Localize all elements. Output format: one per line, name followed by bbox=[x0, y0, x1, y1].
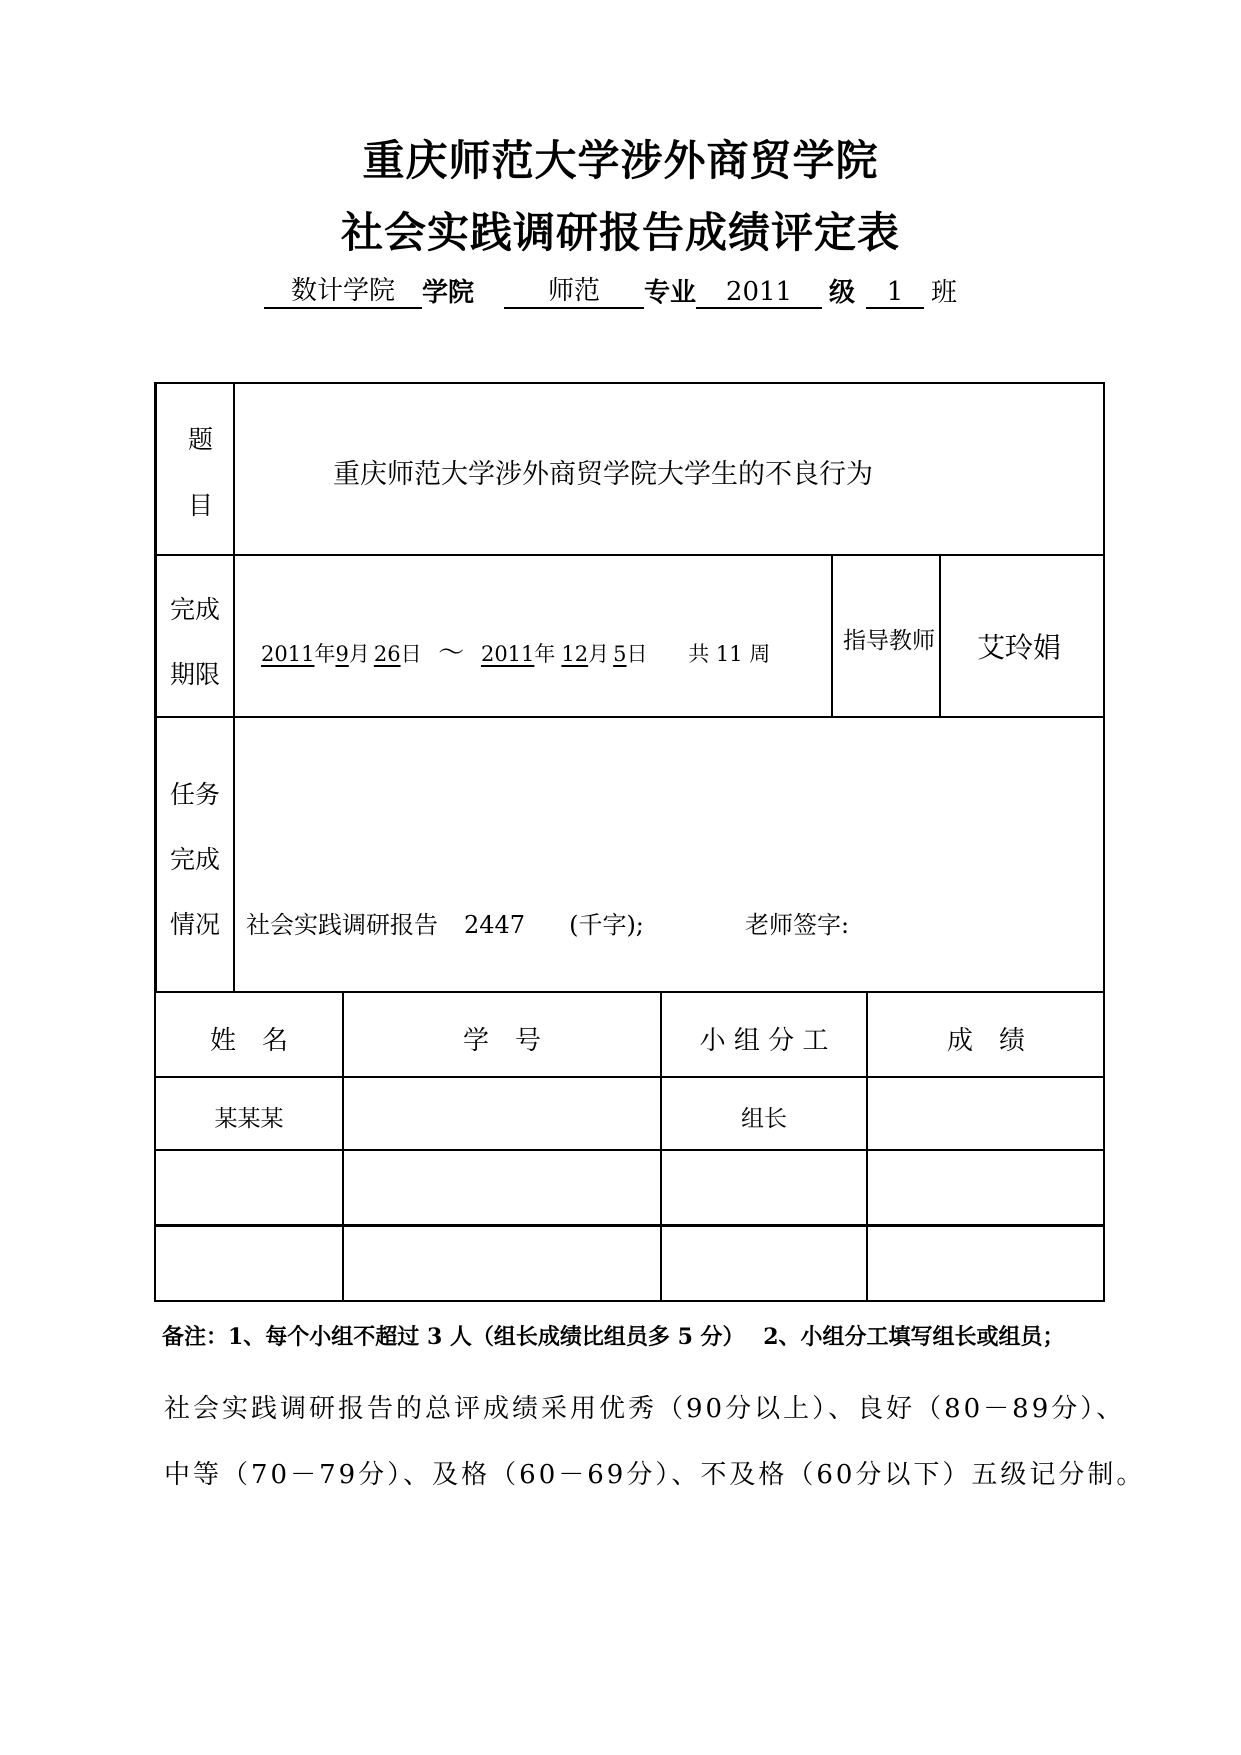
start-year: 2011 bbox=[261, 642, 315, 666]
day-char: 日 bbox=[400, 642, 422, 666]
major-label: 专业 bbox=[644, 278, 697, 308]
row-divider-2 bbox=[154, 716, 1105, 718]
class-info-line bbox=[264, 270, 964, 308]
label-column-divider bbox=[233, 382, 235, 993]
header-score: 成 绩 bbox=[946, 1026, 1025, 1056]
task-unit: (千字); bbox=[569, 911, 644, 939]
period-label-1: 完成 bbox=[170, 595, 221, 624]
class-value: 1 bbox=[866, 277, 924, 309]
notes-line-1: 备注：1、每个小组不超过 3 人（组长成绩比组员多 5 分） 2、小组分工填写组长或组员； bbox=[162, 1324, 1065, 1350]
header-name: 姓 名 bbox=[209, 1026, 288, 1056]
start-month: 9 bbox=[335, 642, 349, 666]
end-month: 12 bbox=[561, 642, 589, 666]
major-value: 师范 bbox=[504, 270, 644, 309]
grade-value: 2011 bbox=[696, 277, 822, 309]
year-char: 年 bbox=[534, 642, 556, 666]
task-summary bbox=[246, 905, 644, 940]
advisor-divider-2 bbox=[939, 554, 941, 717]
start-day: 26 bbox=[373, 642, 401, 666]
day-char: 日 bbox=[626, 642, 648, 666]
topic-value: 重庆师范大学涉外商贸学院大学生的不良行为 bbox=[333, 459, 873, 490]
grade-label: 级 bbox=[828, 278, 855, 308]
period-range bbox=[261, 632, 770, 669]
teacher-signature-label: 老师签字: bbox=[745, 911, 850, 939]
row-divider-1 bbox=[154, 554, 1105, 556]
task-report-label: 社会实践调研报告 bbox=[246, 911, 438, 939]
college-value: 数计学院 bbox=[264, 270, 422, 309]
month-char: 月 bbox=[348, 642, 370, 666]
month-char: 月 bbox=[588, 642, 610, 666]
task-label-2: 完成 bbox=[170, 845, 221, 874]
advisor-label: 指导教师 bbox=[843, 628, 935, 654]
period-total: 共 11 周 bbox=[688, 642, 771, 666]
advisor-divider-1 bbox=[831, 554, 833, 717]
task-count: 2447 bbox=[464, 911, 526, 939]
header-role: 小 组 分 工 bbox=[699, 1026, 829, 1056]
member-header-divider bbox=[154, 1076, 1105, 1078]
task-label-1: 任务 bbox=[170, 780, 221, 809]
task-label-3: 情况 bbox=[170, 910, 221, 939]
advisor-value: 艾玲娟 bbox=[977, 631, 1062, 664]
college-label: 学院 bbox=[422, 278, 475, 308]
year-char: 年 bbox=[314, 642, 336, 666]
header-student-id: 学 号 bbox=[462, 1026, 541, 1056]
left-thick-edge bbox=[154, 382, 157, 993]
end-year: 2011 bbox=[480, 642, 535, 666]
document-title: 重庆师范大学涉外商贸学院 bbox=[362, 136, 879, 185]
member-row-divider-2 bbox=[154, 1224, 1105, 1227]
period-label-2: 期限 bbox=[170, 660, 221, 689]
class-label: 班 bbox=[930, 278, 957, 308]
topic-label-2: 目 bbox=[188, 491, 214, 520]
member-role: 组长 bbox=[741, 1106, 787, 1132]
end-day: 5 bbox=[613, 642, 627, 666]
member-row-divider-1 bbox=[154, 1149, 1105, 1151]
notes-line-3: 中等（70－79分）、及格（60－69分）、不及格（60分以下）五级记分制。 bbox=[164, 1460, 1146, 1490]
topic-label-1: 题 bbox=[188, 425, 214, 454]
member-name: 某某某 bbox=[214, 1106, 284, 1132]
range-tilde: ～ bbox=[438, 638, 465, 668]
document-subtitle: 社会实践调研报告成绩评定表 bbox=[340, 208, 900, 257]
notes-line-2: 社会实践调研报告的总评成绩采用优秀（90分以上）、良好（80－89分）、 bbox=[164, 1394, 1126, 1424]
